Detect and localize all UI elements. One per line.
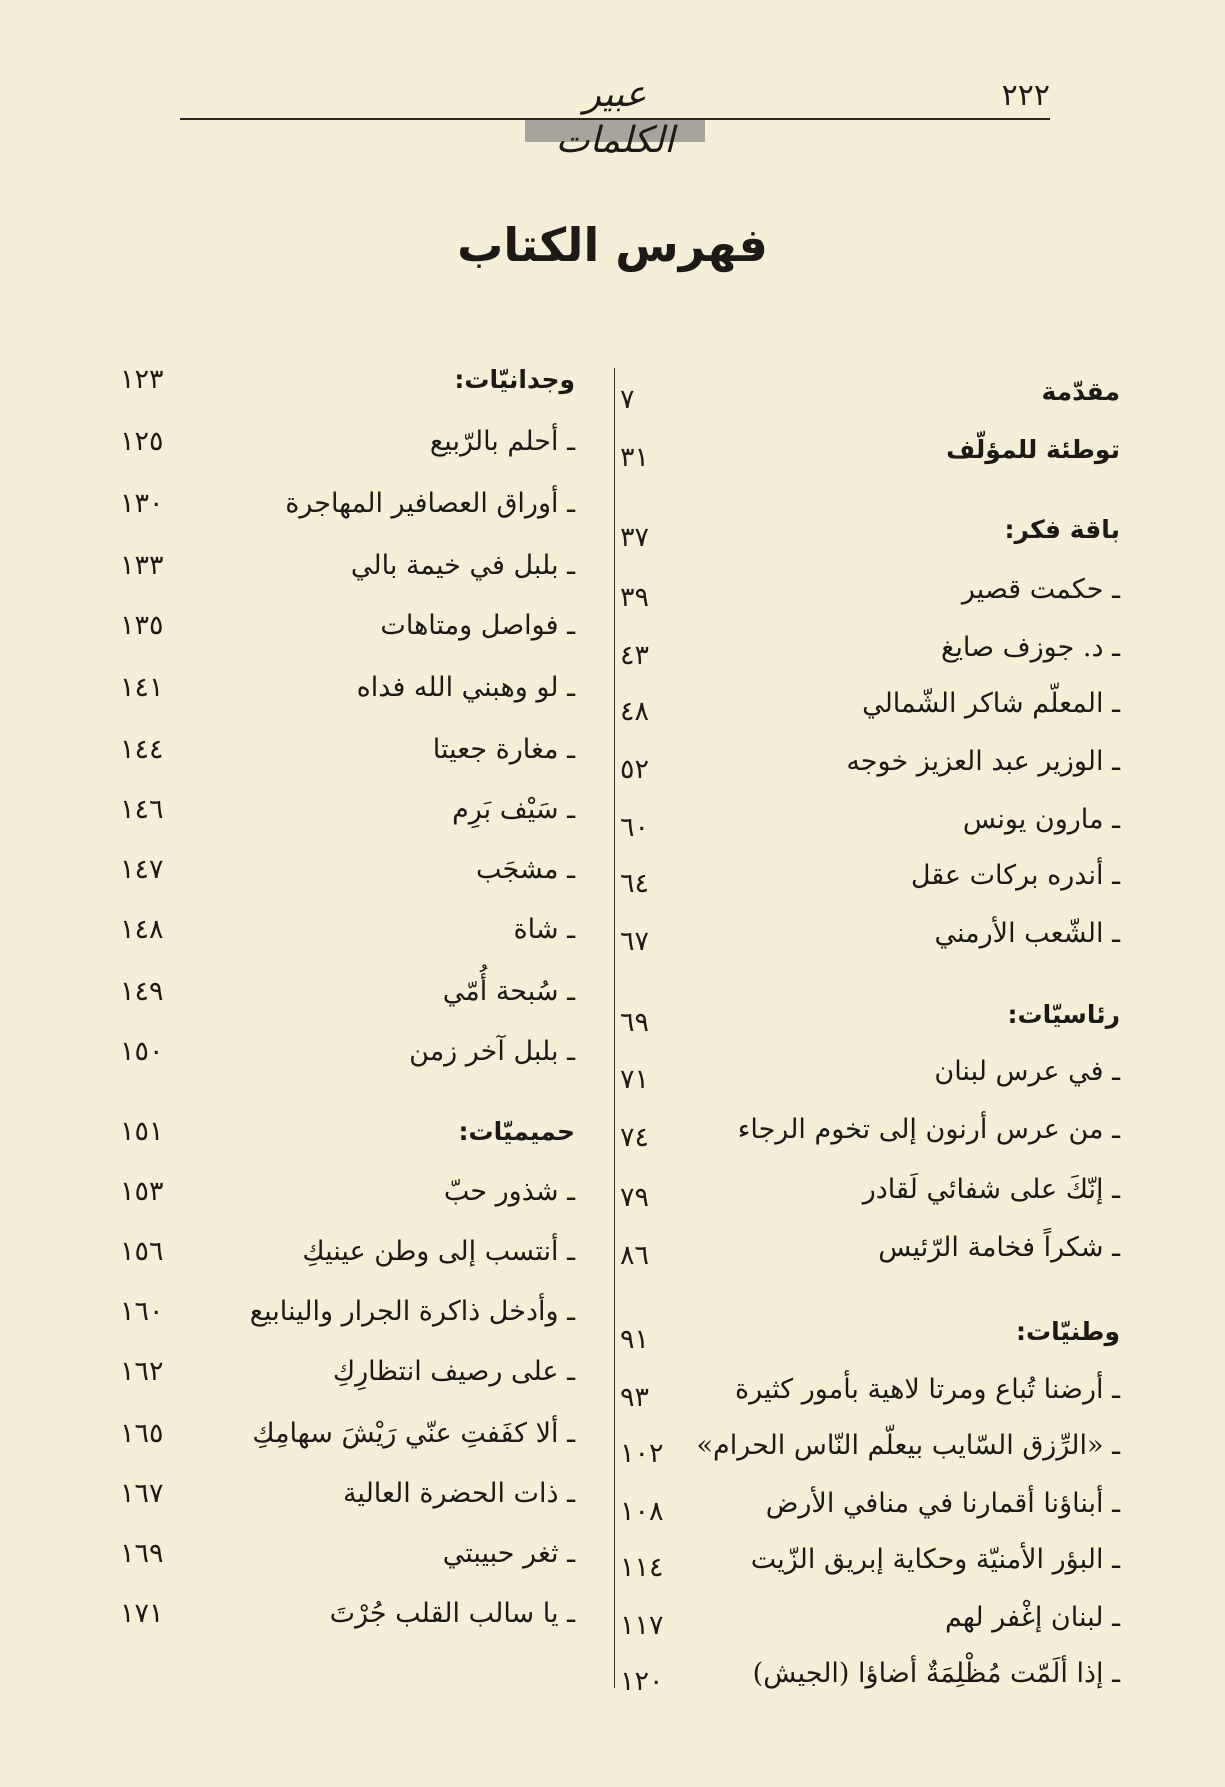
toc-page-number: ١٦٩: [120, 1538, 164, 1569]
toc-entry-title: ـ سُبحة أُمّي: [442, 976, 575, 1007]
header-rule: [180, 118, 1050, 120]
page-title: فهرس الكتاب: [457, 218, 768, 272]
toc-entry-title: ـ أبناؤنا أقمارنا في منافي الأرض: [765, 1488, 1120, 1519]
toc-page-number: ١٠٢: [620, 1438, 664, 1469]
toc-entry: [0, 730, 1225, 770]
toc-page-number: ٣٩: [620, 582, 650, 613]
toc-entry-title: ـ أوراق العصافير المهاجرة: [285, 488, 575, 519]
toc-page-number: ١٣٥: [120, 610, 164, 641]
toc-entry: [0, 606, 1225, 646]
toc-entry: [0, 1292, 1225, 1332]
toc-page-number: ١٢٠: [620, 1666, 664, 1697]
toc-page-number: ١٦٥: [120, 1418, 164, 1449]
toc-entry: [0, 1172, 1225, 1212]
toc-entry-title: ـ بلبل آخر زمن: [409, 1036, 575, 1067]
toc-entry: [0, 546, 1225, 586]
toc-entry: [0, 1594, 1225, 1634]
toc-page-number: ٩١: [620, 1324, 650, 1355]
toc-page-number: ٧٩: [620, 1182, 650, 1213]
toc-section-heading: باقة فكر:: [1004, 515, 1120, 544]
toc-page-number: ٧: [620, 384, 635, 415]
toc-entry-title: ـ شكراً فخامة الرّئيس: [878, 1232, 1120, 1263]
toc-entry-title: ـ الوزير عبد العزيز خوجه: [846, 746, 1120, 777]
toc-page-number: ١٤٩: [120, 976, 164, 1007]
toc-entry: [0, 1534, 1225, 1574]
toc-page-number: ٦٠: [620, 812, 650, 843]
toc-page-number: ١٠٨: [620, 1496, 664, 1527]
toc-page-number: ١٤٨: [120, 914, 164, 945]
toc-page-number: ٣٧: [620, 522, 650, 553]
toc-page-number: ٦٧: [620, 926, 650, 957]
toc-entry-title: ـ شذور حبّ: [443, 1176, 575, 1207]
toc-page-number: ١٦٧: [120, 1478, 164, 1509]
toc-page-number: ٤٣: [620, 640, 650, 671]
toc-page-number: ٦٤: [620, 868, 650, 899]
toc-page-number: ١٥١: [120, 1116, 164, 1147]
toc-entry-title: ـ ثغر حبيبتي: [442, 1538, 575, 1569]
toc-entry-title: ـ في عرس لبنان: [934, 1056, 1120, 1087]
toc-page-number: ١٤٤: [120, 734, 164, 765]
toc-entry: [0, 1112, 1225, 1152]
toc-entry: [0, 1232, 1225, 1272]
toc-entry-title: ـ البؤر الأمنيّة وحكاية إبريق الزّيت: [750, 1544, 1120, 1575]
toc-entry-title: ـ يا سالب القلب جُرْتَ: [329, 1598, 575, 1629]
toc-entry-title: ـ الشّعب الأرمني: [934, 918, 1120, 949]
toc-entry: [0, 360, 1225, 400]
toc-entry-title: ـ أنتسب إلى وطن عينيكِ: [302, 1236, 575, 1267]
toc-page-number: ٣١: [620, 442, 650, 473]
toc-entry-title: ـ من عرس أرنون إلى تخوم الرجاء: [737, 1114, 1120, 1145]
toc-entry-title: ـ أرضنا تُباع ومرتا لاهية بأمور كثيرة: [734, 1374, 1120, 1405]
toc-entry: [0, 1654, 1225, 1697]
toc-section-heading: حميميّات:: [458, 1117, 575, 1146]
toc-entry-title: ـ شاة: [513, 914, 575, 945]
toc-entry-title: ـ لو وهبني الله فداه: [356, 672, 575, 703]
toc-entry-title: ـ «الرِّزق السّايب بيعلّم النّاس الحرام»: [696, 1430, 1120, 1461]
toc-entry-title: ـ أحلم بالرّبيع: [429, 426, 575, 457]
toc-page-number: ٤٨: [620, 696, 650, 727]
toc-page-number: ١٤١: [120, 672, 164, 703]
book-title-logo: عبير الكلمات: [555, 74, 675, 161]
toc-entry-title: ـ ذات الحضرة العالية: [342, 1478, 575, 1509]
toc-page-number: ٧٤: [620, 1122, 650, 1153]
toc-section-heading: مقدّمة: [1041, 377, 1120, 406]
toc-page-number: ١٥٣: [120, 1176, 164, 1207]
page-number: ٢٢٢: [1001, 78, 1050, 113]
toc-page-number: ٨٦: [620, 1240, 650, 1271]
running-header: [180, 72, 1050, 161]
toc-section-heading: توطئة للمؤلّف: [946, 435, 1120, 464]
toc-page-number: ١٢٣: [120, 364, 164, 395]
toc-entry-title: ـ أندره بركات عقل: [910, 860, 1120, 891]
toc-entry-title: ـ مغارة جعيتا: [432, 734, 575, 765]
toc-entry: [0, 668, 1225, 708]
toc-entry-title: ـ إذا ألَمّت مُظْلِمَةٌ أضاؤا (الجيش): [752, 1658, 1120, 1689]
toc-page-number: ٦٩: [620, 1007, 650, 1038]
toc-page-number: ١٣٠: [120, 488, 164, 519]
toc-page-number: ٩٣: [620, 1382, 650, 1413]
toc-page-number: ١٢٥: [120, 426, 164, 457]
toc-entry: [0, 790, 1225, 830]
toc-page-number: ٧١: [620, 1064, 650, 1095]
toc-page-number: ١٥٠: [120, 1036, 164, 1067]
toc-entry: [0, 1474, 1225, 1514]
toc-page-number: ١٦٢: [120, 1356, 164, 1387]
toc-page-number: ١٥٦: [120, 1236, 164, 1267]
toc-page-number: ١١٤: [620, 1552, 664, 1583]
toc-section-heading: وطنيّات:: [1015, 1317, 1120, 1346]
toc-page-number: ١٧١: [120, 1598, 164, 1629]
toc-entry: [0, 422, 1225, 462]
toc-entry-title: ـ سَيْف بَرِم: [452, 794, 575, 825]
toc-entry-title: ـ فواصل ومتاهات: [380, 610, 575, 641]
toc-entry-title: ـ على رصيف انتظارِكِ: [332, 1356, 575, 1387]
toc-entry: [0, 1032, 1225, 1072]
toc-entry: [0, 1414, 1225, 1454]
toc-entry: [0, 1352, 1225, 1392]
toc-entry-title: ـ إنّكَ على شفائي لَقادر: [862, 1174, 1120, 1205]
toc-entry-title: ـ المعلّم شاكر الشّمالي: [862, 688, 1120, 719]
toc-entry: [0, 972, 1225, 1012]
toc-entry-title: ـ د. جوزف صايغ: [941, 632, 1120, 663]
toc-page-number: ٥٢: [620, 754, 650, 785]
toc-section-heading: رئاسيّات:: [1007, 1000, 1120, 1029]
toc-section-heading: وجدانيّات:: [454, 365, 575, 394]
toc-entry-title: ـ حكمت قصير: [961, 574, 1120, 605]
toc-page-number: ١١٧: [620, 1610, 664, 1641]
toc-entry: [0, 910, 1225, 950]
toc-entry-title: ـ وأدخل ذاكرة الجرار والينابيع: [249, 1296, 575, 1327]
toc-page-number: ١٣٣: [120, 550, 164, 581]
toc-page-number: ١٦٠: [120, 1296, 164, 1327]
toc-entry-title: ـ مارون يونس: [962, 804, 1120, 835]
toc-entry-title: ـ ألا كفَفتِ عنّي رَيْشَ سهامِكِ: [252, 1418, 575, 1449]
toc-entry: [0, 484, 1225, 524]
toc-page-number: ١٤٦: [120, 794, 164, 825]
toc-entry-title: ـ لبنان إغْفر لهم: [944, 1602, 1120, 1633]
toc-page-number: ١٤٧: [120, 854, 164, 885]
toc-entry-title: ـ مشجَب: [476, 854, 575, 885]
toc-entry: [0, 850, 1225, 890]
toc-entry-title: ـ بلبل في خيمة بالي: [350, 550, 575, 581]
